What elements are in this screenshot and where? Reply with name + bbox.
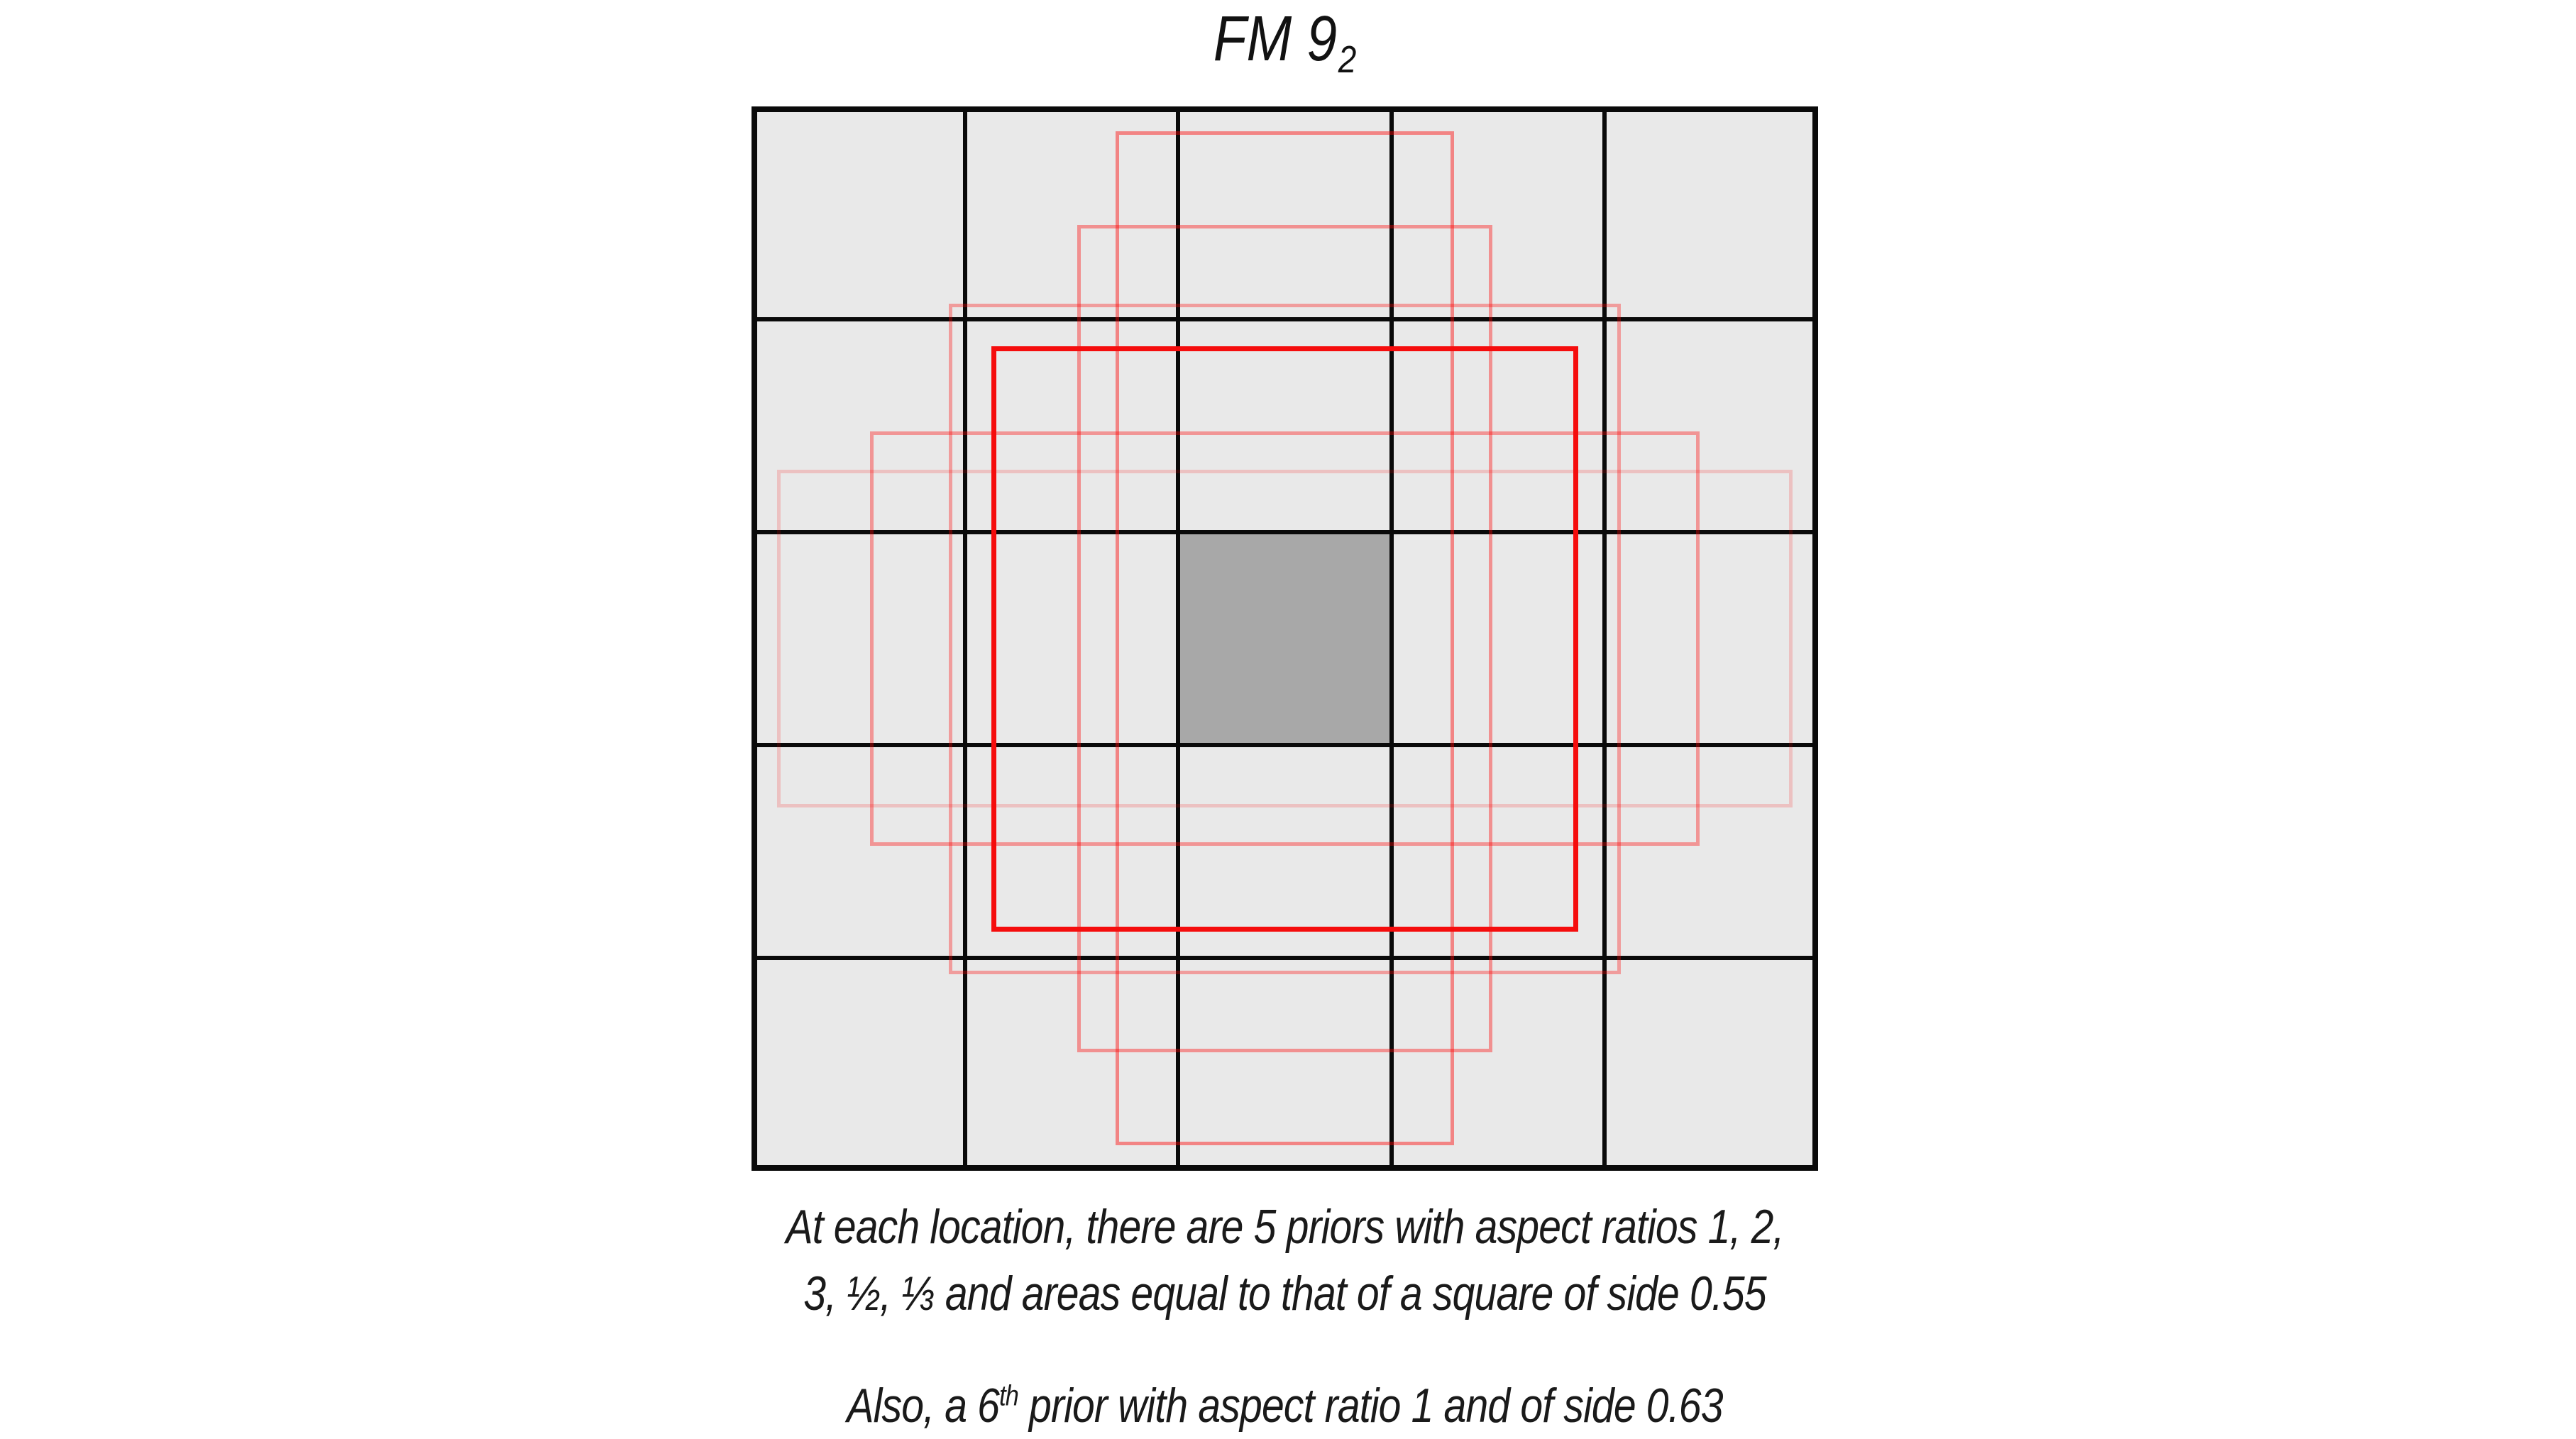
feature-map-grid <box>752 106 1818 1171</box>
caption-line-1: At each location, there are 5 priors with aspect ratios 1, 2, <box>786 1200 1784 1254</box>
figure-title-subscript: 2 <box>1338 38 1357 82</box>
figure-title <box>832 3 1739 82</box>
prior-aspect-1 <box>991 346 1578 932</box>
caption-line-3-pre: Also, a 6 <box>847 1379 1000 1433</box>
caption-line-3-superscript: th <box>999 1379 1018 1412</box>
caption <box>599 1193 1971 1439</box>
caption-line-2: 3, ½, ⅓ and areas equal to that of a square of side 0.55 <box>803 1267 1766 1321</box>
caption-line-3 <box>599 1372 1971 1439</box>
caption-line-3-post: prior with aspect ratio 1 and of side 0.63 <box>1018 1379 1723 1433</box>
figure-title-text: FM 9 <box>1213 4 1338 75</box>
